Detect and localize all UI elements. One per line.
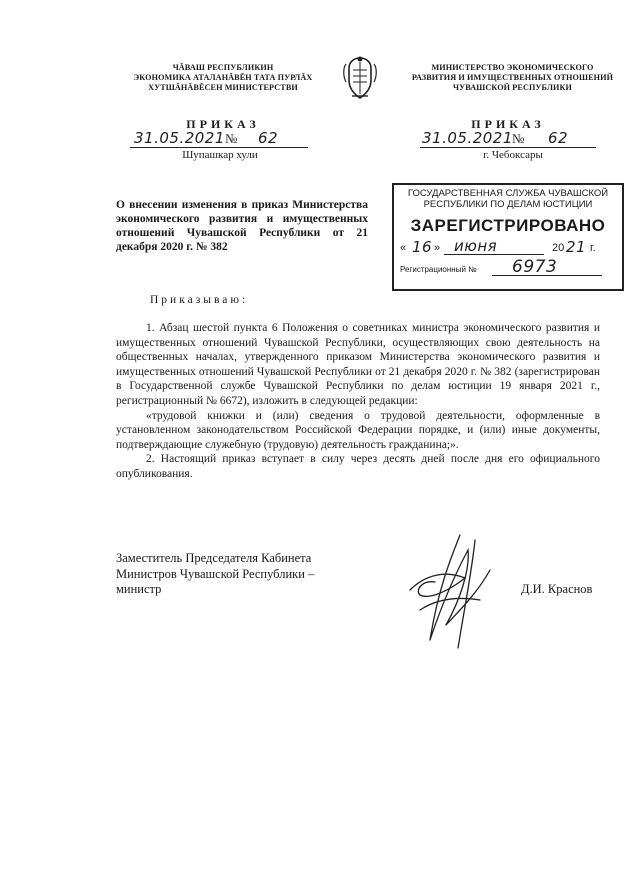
stamp-line-2: РЕСПУБЛИКИ ПО ДЕЛАМ ЮСТИЦИИ — [423, 199, 593, 210]
order-place-left: Шупашкар хули — [182, 149, 258, 161]
stamp-day-close: » — [434, 242, 441, 254]
coat-of-arms-icon — [340, 54, 380, 102]
order-label-right: ПРИКАЗ — [471, 117, 545, 131]
header-left-line: ЧĂВАШ РЕСПУБЛИКИН — [172, 63, 274, 72]
header-right — [400, 63, 625, 93]
order-date-line-right — [420, 131, 596, 148]
order-number-right: 62 — [548, 129, 569, 147]
stamp-year-prefix: 20 — [552, 242, 565, 254]
document-title: О внесении изменения в приказ Министерства экономического развития и имущественных отношений Чувашской Республики от 21 декабря 2020 г. № 382 — [116, 199, 368, 253]
header-left — [118, 63, 328, 93]
body-paragraph: 2. Настоящий приказ вступает в силу через десять дней после дня его официального опубликования. — [116, 453, 600, 480]
order-date-right: 31.05.2021 — [422, 129, 513, 147]
stamp-day: 16 — [412, 238, 433, 256]
stamp-month: июня — [454, 237, 498, 255]
signatory-position-line: Министров Чувашской Республики – — [116, 566, 315, 581]
signatory-position-line: Заместитель Председателя Кабинета — [116, 551, 312, 565]
order-date-line-left — [130, 131, 308, 148]
stamp-reg-label: Регистрационный № — [400, 265, 477, 274]
stamp-reg-line — [492, 257, 602, 277]
order-number-sign-left: № — [225, 131, 238, 146]
order-place-right: г. Чебоксары — [483, 149, 543, 161]
order-date-left: 31.05.2021 — [134, 129, 225, 147]
stamp-year-suffix: 21 — [566, 238, 587, 256]
header-left-line: ХУТШĂНĂВĔСЕН МИНИСТЕРСТВИ — [148, 83, 298, 92]
document-body — [116, 321, 600, 482]
stamp-date-row — [400, 238, 616, 258]
header-right-line: МИНИСТЕРСТВО ЭКОНОМИЧЕСКОГО — [431, 63, 594, 72]
stamp-reg-number: 6973 — [512, 257, 558, 277]
registration-stamp — [392, 183, 624, 291]
stamp-month-line — [444, 237, 544, 255]
stamp-year-unit: г. — [590, 242, 596, 254]
stamp-line-1: ГОСУДАРСТВЕННАЯ СЛУЖБА ЧУВАШСКОЙ — [407, 188, 609, 199]
handwritten-signature — [390, 530, 510, 655]
header-left-line: ЭКОНОМИКА АТАЛАНĂВĔН ТАТА ПУРЛĂХ — [133, 73, 313, 82]
body-paragraph: 1. Абзац шестой пункта 6 Положения о советниках министра экономического развития и имущественных отношений Чувашской Республики, осуществляющих свою деятельность на общественных началах, утвержденного приказом Министерства экономического развития и имущественных отношений Чувашской Республики от 21 декабря 2020 г. № 382 (зарегистрирован в Государственной службе Чувашской Республики по делам юстиции 19 января 2021 г., регистрационный № 6672), изложить в следующей редакции: — [116, 322, 600, 407]
signatory-position — [116, 551, 314, 598]
signatory-position-line: министр — [116, 582, 162, 596]
body-paragraph: «трудовой книжки и (или) сведения о трудовой деятельности, оформленные в установленном законодательством Российской Федерации порядке, и (или) иные документы, подтверждающие служебную (трудовую) деятельность гражданина;». — [116, 409, 600, 451]
order-verb: Приказываю: — [150, 294, 249, 306]
order-label-left: ПРИКАЗ — [186, 117, 260, 131]
signatory-name: Д.И. Краснов — [521, 582, 593, 596]
stamp-registered: ЗАРЕГИСТРИРОВАНО — [410, 216, 606, 235]
stamp-day-open: « — [400, 242, 407, 254]
order-number-left: 62 — [258, 129, 279, 147]
order-number-sign-right: № — [512, 131, 525, 146]
header-right-line: РАЗВИТИЯ И ИМУЩЕСТВЕННЫХ ОТНОШЕНИЙ — [411, 73, 614, 82]
header-right-line: ЧУВАШСКОЙ РЕСПУБЛИКИ — [452, 83, 573, 92]
stamp-reg-row — [400, 257, 616, 278]
